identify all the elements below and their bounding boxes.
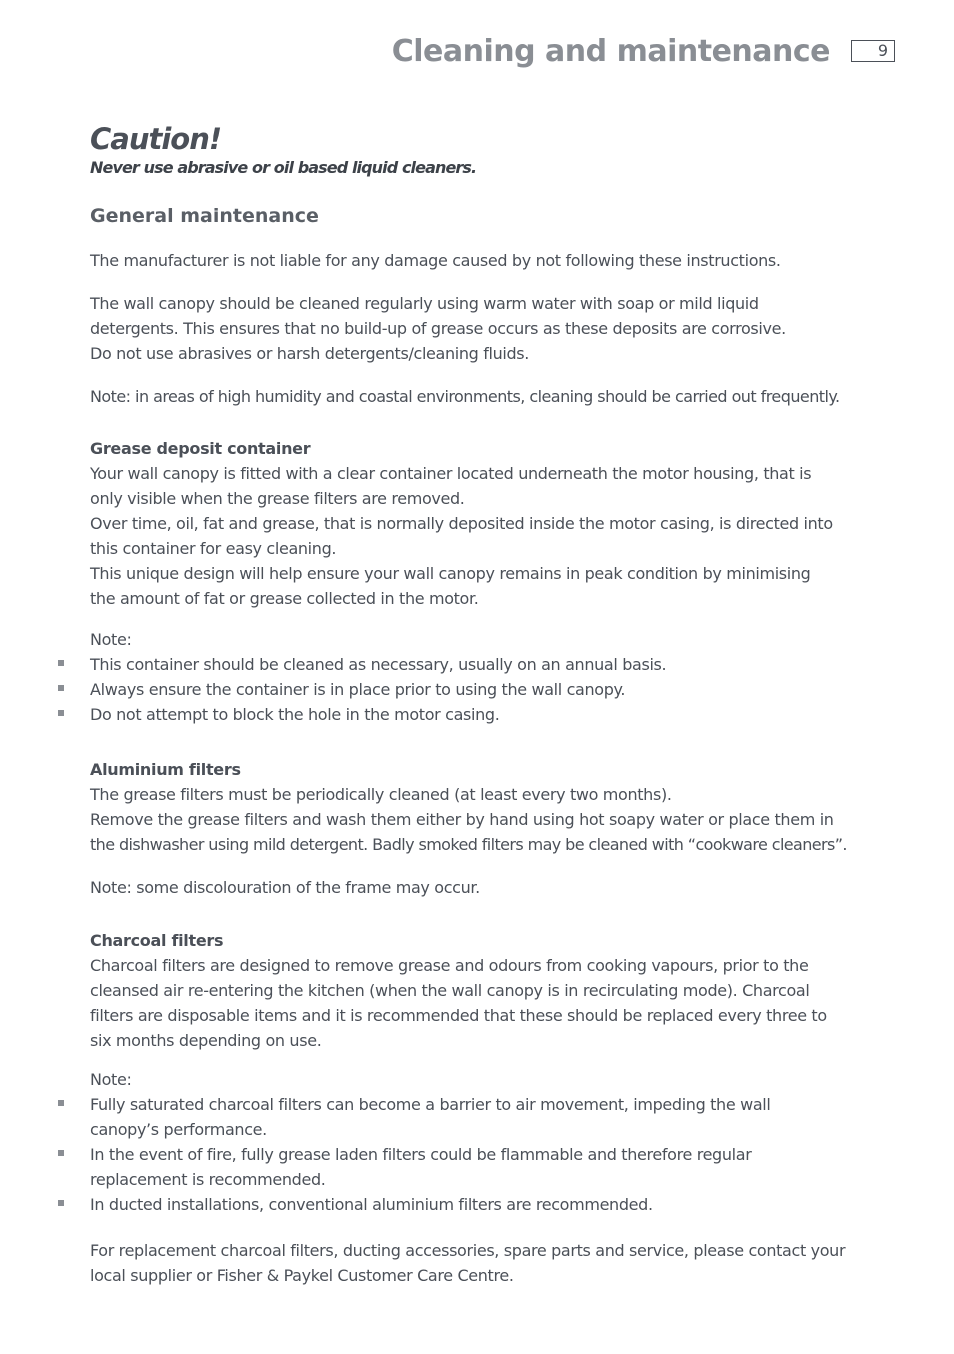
text-line: this container for easy cleaning. — [90, 539, 337, 558]
text-line: This unique design will help ensure your wall canopy remains in peak condition by minimising — [90, 564, 811, 583]
text-line: Charcoal filters are designed to remove grease and odours from cooking vapours, prior to the — [90, 956, 809, 975]
page-number: 9 — [851, 40, 895, 62]
text-line: local supplier or Fisher & Paykel Customer Care Centre. — [90, 1266, 514, 1285]
text-line: Over time, oil, fat and grease, that is normally deposited inside the motor casing, is directed into — [90, 514, 833, 533]
text-line: cleansed air re-entering the kitchen (when the wall canopy is in recirculating mode). Charcoal — [90, 981, 810, 1000]
bullet-square-icon — [58, 1100, 64, 1106]
list-item-text: Fully saturated charcoal filters can become a barrier to air movement, impeding the wall — [90, 1095, 771, 1114]
list-item-text: In the event of fire, fully grease laden filters could be flammable and therefore regular — [90, 1145, 752, 1164]
bullet-square-icon — [58, 710, 64, 716]
text-line: only visible when the grease filters are removed. — [90, 489, 465, 508]
text-line: For replacement charcoal filters, ducting accessories, spare parts and service, please contact your — [90, 1241, 846, 1260]
bullet-square-icon — [58, 685, 64, 691]
bullet-list — [90, 652, 910, 727]
list-item-text: In ducted installations, conventional aluminium filters are recommended. — [90, 1195, 653, 1214]
list-item-text: canopy’s performance. — [90, 1120, 267, 1139]
text-line: detergents. This ensures that no build-up of grease occurs as these deposits are corrosive. — [90, 319, 786, 338]
text-line: the amount of fat or grease collected in the motor. — [90, 589, 479, 608]
contact-paragraph — [90, 1238, 910, 1288]
caution-title: Caution! — [90, 122, 222, 156]
text-line: the dishwasher using mild detergent. Badly smoked filters may be cleaned with “cookware cleaners”. — [90, 835, 847, 854]
list-item-text: Do not attempt to block the hole in the motor casing. — [90, 705, 500, 724]
bullet-list — [90, 1092, 910, 1217]
caution-block — [90, 120, 910, 178]
text-line: six months depending on use. — [90, 1031, 322, 1050]
grease-container-section — [90, 436, 910, 727]
caution-text: Never use abrasive or oil based liquid cleaners. — [90, 158, 477, 177]
sub-heading: Aluminium filters — [90, 760, 241, 779]
page-header — [0, 34, 954, 74]
list-item — [90, 1092, 910, 1142]
list-item — [90, 1142, 910, 1192]
paragraph — [90, 461, 910, 611]
list-item — [90, 652, 910, 677]
bullet-square-icon — [58, 1200, 64, 1206]
text-line: The wall canopy should be cleaned regularly using warm water with soap or mild liquid — [90, 294, 759, 313]
bullet-square-icon — [58, 1150, 64, 1156]
list-item-text: replacement is recommended. — [90, 1170, 326, 1189]
bullet-square-icon — [58, 660, 64, 666]
sub-heading: Grease deposit container — [90, 439, 311, 458]
text-line: The grease filters must be periodically cleaned (at least every two months). — [90, 785, 672, 804]
general-maintenance-section — [90, 204, 910, 409]
note-label: Note: — [90, 630, 132, 649]
page-title: Cleaning and maintenance — [391, 34, 830, 69]
text-line: Do not use abrasives or harsh detergents/cleaning fluids. — [90, 344, 529, 363]
paragraph — [90, 291, 910, 366]
text-line: Remove the grease filters and wash them either by hand using hot soapy water or place them in — [90, 810, 834, 829]
list-item-text: This container should be cleaned as necessary, usually on an annual basis. — [90, 655, 667, 674]
sub-heading: Charcoal filters — [90, 931, 224, 950]
aluminium-filters-section — [90, 757, 910, 900]
paragraph: The manufacturer is not liable for any damage caused by not following these instructions. — [90, 251, 781, 270]
note-paragraph: Note: in areas of high humidity and coastal environments, cleaning should be carried out frequently. — [90, 387, 840, 406]
list-item — [90, 702, 910, 727]
list-item-text: Always ensure the container is in place prior to using the wall canopy. — [90, 680, 626, 699]
text-line: filters are disposable items and it is recommended that these should be replaced every three to — [90, 1006, 827, 1025]
paragraph — [90, 782, 910, 857]
charcoal-filters-section — [90, 928, 910, 1288]
paragraph — [90, 953, 910, 1053]
list-item — [90, 677, 910, 702]
section-heading: General maintenance — [90, 205, 319, 227]
note-label: Note: — [90, 1070, 132, 1089]
page-content — [90, 120, 910, 1288]
text-line: Your wall canopy is fitted with a clear container located underneath the motor housing, that is — [90, 464, 812, 483]
list-item — [90, 1192, 910, 1217]
note-paragraph: Note: some discolouration of the frame may occur. — [90, 878, 480, 897]
